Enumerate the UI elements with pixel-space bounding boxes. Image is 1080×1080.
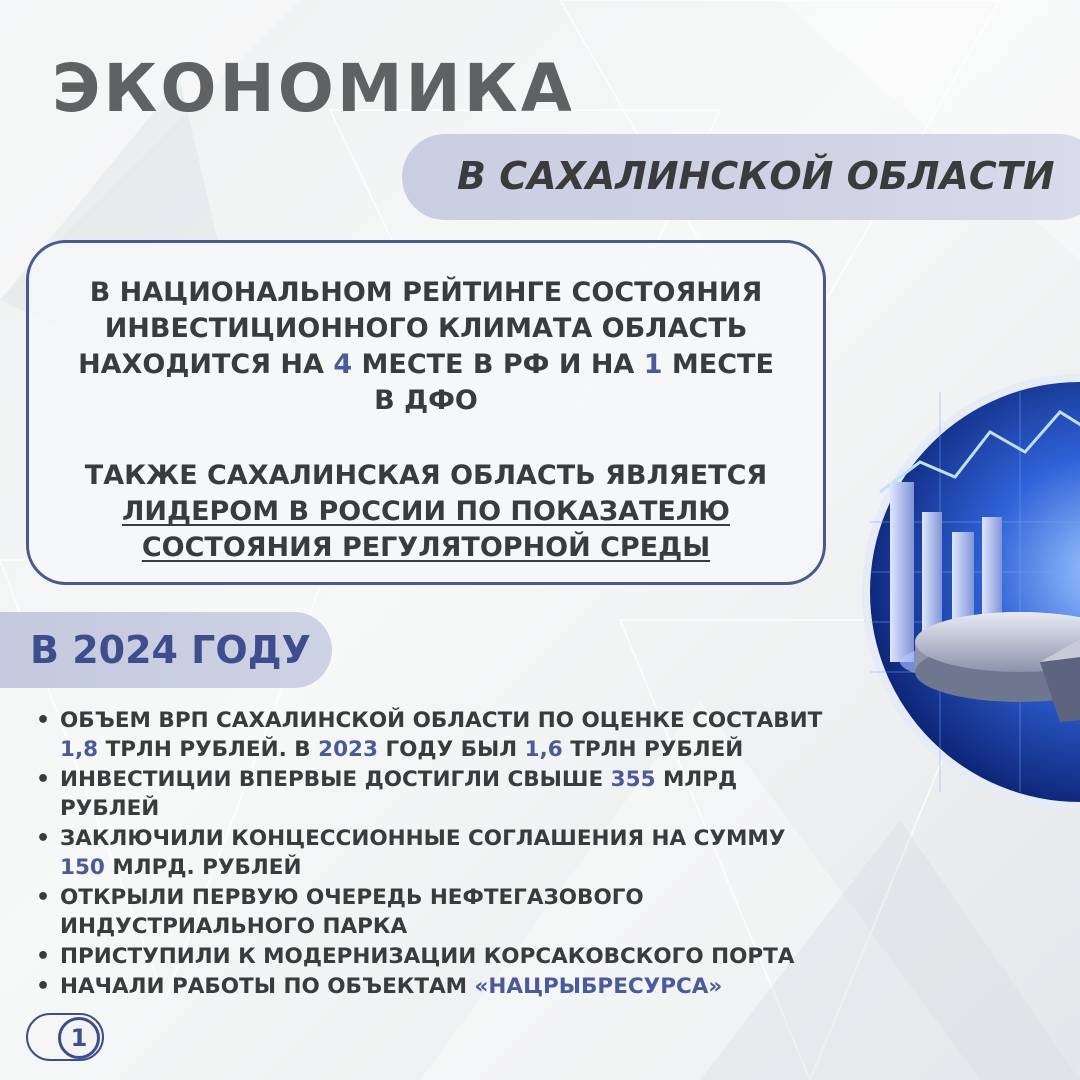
list-item (36, 972, 896, 1001)
subtitle-text: В САХАЛИНСКОЙ ОБЛАСТИ (457, 154, 1055, 198)
rating-line-3b: МЕСТЕ В РФ И НА (352, 349, 644, 380)
item-number: 150 (60, 855, 105, 880)
rating-line-3a: НАХОДИТСЯ НА (78, 349, 334, 380)
list-item (36, 883, 896, 941)
item-text: ТРЛН РУБЛЕЙ (562, 737, 744, 762)
rating-line-4: В ДФО (374, 385, 478, 416)
item-text: ОБЪЕМ ВРП САХАЛИНСКОЙ ОБЛАСТИ ПО ОЦЕНКЕ СОСТАВИТ (60, 708, 823, 733)
rating-info-box (26, 240, 826, 585)
item-text: НАЧАЛИ РАБОТЫ ПО ОБЪЕКТАМ (60, 974, 475, 999)
item-text: ИНДУСТРИАЛЬНОГО ПАРКА (60, 914, 408, 939)
page-indicator (26, 1013, 106, 1063)
bullet-icon: • (36, 974, 51, 999)
year-banner (0, 612, 332, 688)
rating-line-3c: МЕСТЕ (662, 349, 774, 380)
rating-line-2: ИНВЕСТИЦИОННОГО КЛИМАТА ОБЛАСТЬ (104, 313, 748, 344)
leader-line-3: СОСТОЯНИЯ РЕГУЛЯТОРНОЙ СРЕДЫ (141, 532, 711, 563)
bullet-icon: • (36, 944, 51, 969)
item-text: ТРЛН РУБЛЕЙ. В (98, 737, 319, 762)
rating-line-1: В НАЦИОНАЛЬНОМ РЕЙТИНГЕ СОСТОЯНИЯ (89, 277, 763, 308)
item-number: 1,6 (524, 737, 563, 762)
list-item (36, 765, 896, 823)
rank-russia: 4 (333, 349, 353, 380)
leader-line-1: ТАКЖЕ САХАЛИНСКАЯ ОБЛАСТЬ ЯВЛЯЕТСЯ (84, 460, 768, 491)
item-text: ИНВЕСТИЦИИ ВПЕРВЫЕ ДОСТИГЛИ СВЫШЕ (60, 767, 611, 792)
item-text: ОТКРЫЛИ ПЕРВУЮ ОЧЕРЕДЬ НЕФТЕГАЗОВОГО (60, 885, 644, 910)
item-text: ГОДУ БЫЛ (377, 737, 525, 762)
item-number: 355 (610, 767, 656, 792)
item-text: МЛРД. РУБЛЕЙ (104, 855, 302, 880)
subtitle-banner (402, 134, 1080, 220)
leader-paragraph (29, 458, 823, 566)
achievements-list (36, 706, 896, 1002)
item-text: МЛРД (655, 767, 738, 792)
item-highlight: «НАЦРЫБРЕСУРСА» (474, 974, 723, 999)
list-item (36, 706, 896, 764)
item-text: ПРИСТУПИЛИ К МОДЕРНИЗАЦИИ КОРСАКОВСКОГО ПОРТА (60, 944, 795, 969)
item-number: 1,8 (60, 737, 99, 762)
rating-paragraph (29, 275, 823, 419)
item-number: 2023 (318, 737, 378, 762)
bullet-icon: • (36, 826, 51, 851)
item-text: РУБЛЕЙ (60, 796, 160, 821)
bullet-icon: • (36, 767, 51, 792)
rank-dfo: 1 (643, 349, 663, 380)
page-number: 1 (58, 1017, 100, 1059)
list-item (36, 824, 896, 882)
item-text: ЗАКЛЮЧИЛИ КОНЦЕССИОННЫЕ СОГЛАШЕНИЯ НА СУММУ (60, 826, 786, 851)
year-label: В 2024 ГОДУ (30, 628, 311, 672)
bullet-icon: • (36, 708, 51, 733)
list-item (36, 942, 896, 971)
leader-line-2: ЛИДЕРОМ В РОССИИ ПО ПОКАЗАТЕЛЮ (122, 496, 730, 527)
page-title: ЭКОНОМИКА (52, 50, 575, 127)
bullet-icon: • (36, 885, 51, 910)
